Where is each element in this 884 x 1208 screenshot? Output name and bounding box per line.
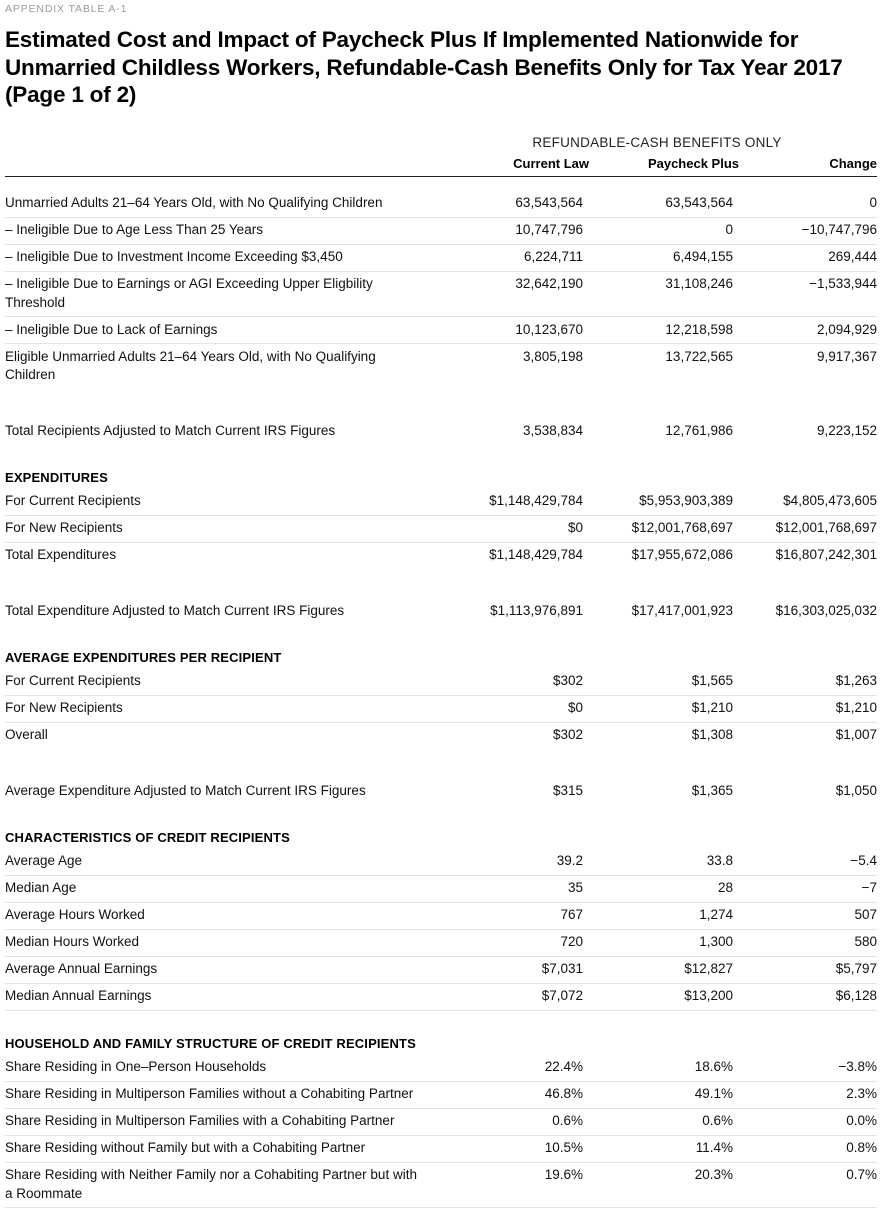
cell-current-law: 19.6% — [437, 1162, 589, 1208]
page-title: Estimated Cost and Impact of Paycheck Plus If Implemented Nationwide for Unmarried Childless Workers, Refundable-Cash Benefits Only for Tax Year 2017 (Page 1 of 2) — [5, 26, 865, 109]
cell-change: −10,747,796 — [739, 217, 877, 244]
cell-paycheck-plus: 31,108,246 — [589, 271, 739, 317]
table-blank-row — [5, 749, 877, 779]
cell-change: −3.8% — [739, 1055, 877, 1082]
cell-current-law: $1,148,429,784 — [437, 542, 589, 569]
table-row — [5, 244, 877, 271]
section-header-label: HOUSEHOLD AND FAMILY STRUCTURE OF CREDIT RECIPIENTS — [5, 1033, 877, 1055]
cell-current-law: 10.5% — [437, 1135, 589, 1162]
cell-current-law: 35 — [437, 875, 589, 902]
row-label: Share Residing in Multiperson Families with a Cohabiting Partner — [5, 1108, 437, 1135]
row-label: Average Expenditure Adjusted to Match Current IRS Figures — [5, 779, 437, 805]
cell-change: 269,444 — [739, 244, 877, 271]
cell-paycheck-plus: 0.6% — [589, 1108, 739, 1135]
cell-paycheck-plus: $1,308 — [589, 722, 739, 749]
row-label: Average Hours Worked — [5, 902, 437, 929]
table-row — [5, 875, 877, 902]
cell-current-law: 10,747,796 — [437, 217, 589, 244]
table-section-header-row — [5, 647, 877, 669]
cell-paycheck-plus: 12,218,598 — [589, 317, 739, 344]
cell-paycheck-plus: 49.1% — [589, 1081, 739, 1108]
cell-current-law: 63,543,564 — [437, 191, 589, 218]
table-row — [5, 695, 877, 722]
cell-change: 507 — [739, 902, 877, 929]
cell-change: 0.7% — [739, 1162, 877, 1208]
section-header-label: CHARACTERISTICS OF CREDIT RECIPIENTS — [5, 827, 877, 849]
cell-paycheck-plus: $1,210 — [589, 695, 739, 722]
cell-paycheck-plus: 12,761,986 — [589, 419, 739, 445]
spacer-cell — [5, 749, 877, 779]
cell-change: $4,805,473,605 — [739, 489, 877, 516]
cell-paycheck-plus: 13,722,565 — [589, 344, 739, 389]
cell-paycheck-plus: $12,001,768,697 — [589, 515, 739, 542]
cell-current-law: 3,805,198 — [437, 344, 589, 389]
cell-change: −7 — [739, 875, 877, 902]
table-section-spacer — [5, 625, 877, 647]
cell-current-law: $1,148,429,784 — [437, 489, 589, 516]
table-row — [5, 779, 877, 805]
row-label: – Ineligible Due to Age Less Than 25 Years — [5, 217, 437, 244]
cell-change: 9,223,152 — [739, 419, 877, 445]
row-label: Share Residing in Multiperson Families without a Cohabiting Partner — [5, 1081, 437, 1108]
cell-current-law: $302 — [437, 669, 589, 696]
row-label: – Ineligible Due to Earnings or AGI Exceeding Upper Eligbility Threshold — [5, 271, 437, 317]
cell-paycheck-plus: 6,494,155 — [589, 244, 739, 271]
cell-paycheck-plus: 18.6% — [589, 1055, 739, 1082]
cell-paycheck-plus: 11.4% — [589, 1135, 739, 1162]
cell-current-law: 0.6% — [437, 1108, 589, 1135]
cell-current-law: 6,224,711 — [437, 244, 589, 271]
cell-paycheck-plus: $17,417,001,923 — [589, 599, 739, 625]
table-row — [5, 191, 877, 218]
table-header-group — [5, 135, 877, 191]
table-section-spacer — [5, 445, 877, 467]
cell-paycheck-plus: $1,365 — [589, 779, 739, 805]
table-row — [5, 722, 877, 749]
cell-change: 9,917,367 — [739, 344, 877, 389]
table-row — [5, 344, 877, 389]
row-label: Average Annual Earnings — [5, 956, 437, 983]
cell-change: $6,128 — [739, 983, 877, 1010]
appendix-data-table — [5, 135, 877, 1208]
table-section-header-row — [5, 467, 877, 489]
cell-current-law: 767 — [437, 902, 589, 929]
row-label: Total Recipients Adjusted to Match Current IRS Figures — [5, 419, 437, 445]
row-label: For Current Recipients — [5, 489, 437, 516]
row-label: Overall — [5, 722, 437, 749]
table-section-spacer — [5, 805, 877, 827]
cell-paycheck-plus: 20.3% — [589, 1162, 739, 1208]
cell-change: $16,303,025,032 — [739, 599, 877, 625]
cell-change: $1,050 — [739, 779, 877, 805]
header-gap — [5, 176, 877, 191]
spacer-cell — [5, 805, 877, 827]
table-section-header-row — [5, 1033, 877, 1055]
row-label: Eligible Unmarried Adults 21–64 Years Old, with No Qualifying Children — [5, 344, 437, 389]
cell-change: −1,533,944 — [739, 271, 877, 317]
table-blank-row — [5, 389, 877, 419]
cell-current-law: $302 — [437, 722, 589, 749]
table-row — [5, 542, 877, 569]
table-row — [5, 669, 877, 696]
table-blank-row — [5, 569, 877, 599]
cell-change: 2.3% — [739, 1081, 877, 1108]
cell-paycheck-plus: $5,953,903,389 — [589, 489, 739, 516]
column-header-change: Change — [739, 156, 877, 176]
table-row — [5, 1135, 877, 1162]
table-row — [5, 1162, 877, 1208]
cell-paycheck-plus: $12,827 — [589, 956, 739, 983]
column-spanner-row — [5, 135, 877, 156]
table-row — [5, 1108, 877, 1135]
column-header-label — [5, 156, 437, 176]
row-label: Share Residing in One–Person Households — [5, 1055, 437, 1082]
cell-change: 0.0% — [739, 1108, 877, 1135]
spacer-cell — [5, 625, 877, 647]
row-label: Average Age — [5, 849, 437, 876]
cell-change: −5.4 — [739, 849, 877, 876]
row-label: – Ineligible Due to Lack of Earnings — [5, 317, 437, 344]
row-label: For Current Recipients — [5, 669, 437, 696]
cell-change: 0 — [739, 191, 877, 218]
cell-current-law: $0 — [437, 695, 589, 722]
spanner-empty-cell — [5, 135, 437, 156]
row-label: Total Expenditure Adjusted to Match Current IRS Figures — [5, 599, 437, 625]
row-label: Unmarried Adults 21–64 Years Old, with No Qualifying Children — [5, 191, 437, 218]
cell-current-law: 720 — [437, 929, 589, 956]
table-row — [5, 599, 877, 625]
cell-change: $1,263 — [739, 669, 877, 696]
cell-change: $1,007 — [739, 722, 877, 749]
cell-current-law: 3,538,834 — [437, 419, 589, 445]
column-header-current-law: Current Law — [437, 156, 589, 176]
table-row — [5, 956, 877, 983]
row-label: Share Residing with Neither Family nor a Cohabiting Partner but with a Roommate — [5, 1162, 437, 1208]
cell-paycheck-plus: 1,300 — [589, 929, 739, 956]
cell-current-law: $1,113,976,891 — [437, 599, 589, 625]
cell-change: $1,210 — [739, 695, 877, 722]
cell-current-law: 46.8% — [437, 1081, 589, 1108]
cell-current-law: 32,642,190 — [437, 271, 589, 317]
table-eyebrow-label: APPENDIX TABLE A-1 — [5, 0, 877, 16]
table-row — [5, 983, 877, 1010]
table-row — [5, 929, 877, 956]
cell-current-law: $315 — [437, 779, 589, 805]
table-section-header-row — [5, 827, 877, 849]
table-row — [5, 419, 877, 445]
table-row — [5, 489, 877, 516]
spacer-cell — [5, 389, 877, 419]
table-row — [5, 849, 877, 876]
cell-change: 2,094,929 — [739, 317, 877, 344]
table-row — [5, 515, 877, 542]
row-label: Median Age — [5, 875, 437, 902]
cell-paycheck-plus: 1,274 — [589, 902, 739, 929]
cell-change: $16,807,242,301 — [739, 542, 877, 569]
cell-paycheck-plus: 33.8 — [589, 849, 739, 876]
cell-paycheck-plus: 0 — [589, 217, 739, 244]
cell-change: $12,001,768,697 — [739, 515, 877, 542]
cell-current-law: $0 — [437, 515, 589, 542]
table-section-spacer — [5, 1010, 877, 1033]
cell-change: 0.8% — [739, 1135, 877, 1162]
spacer-cell — [5, 445, 877, 467]
section-header-label: EXPENDITURES — [5, 467, 877, 489]
section-header-label: AVERAGE EXPENDITURES PER RECIPIENT — [5, 647, 877, 669]
row-label: Median Annual Earnings — [5, 983, 437, 1010]
cell-current-law: 39.2 — [437, 849, 589, 876]
column-header-row — [5, 156, 877, 176]
row-label: – Ineligible Due to Investment Income Exceeding $3,450 — [5, 244, 437, 271]
row-label: Share Residing without Family but with a Cohabiting Partner — [5, 1135, 437, 1162]
cell-paycheck-plus: $13,200 — [589, 983, 739, 1010]
header-gap-cell — [5, 176, 877, 191]
table-row — [5, 217, 877, 244]
row-label: For New Recipients — [5, 695, 437, 722]
spacer-cell — [5, 1010, 877, 1033]
cell-change: 580 — [739, 929, 877, 956]
cell-current-law: 10,123,670 — [437, 317, 589, 344]
cell-current-law: 22.4% — [437, 1055, 589, 1082]
cell-paycheck-plus: 28 — [589, 875, 739, 902]
cell-paycheck-plus: 63,543,564 — [589, 191, 739, 218]
spanner-label: REFUNDABLE-CASH BENEFITS ONLY — [437, 135, 877, 156]
cell-current-law: $7,031 — [437, 956, 589, 983]
column-header-paycheck-plus: Paycheck Plus — [589, 156, 739, 176]
table-row — [5, 1055, 877, 1082]
cell-current-law: $7,072 — [437, 983, 589, 1010]
row-label: Total Expenditures — [5, 542, 437, 569]
row-label: Median Hours Worked — [5, 929, 437, 956]
table-row — [5, 271, 877, 317]
spacer-cell — [5, 569, 877, 599]
table-row — [5, 902, 877, 929]
row-label: For New Recipients — [5, 515, 437, 542]
cell-paycheck-plus: $17,955,672,086 — [589, 542, 739, 569]
table-row — [5, 1081, 877, 1108]
table-body — [5, 191, 877, 1208]
table-row — [5, 317, 877, 344]
cell-change: $5,797 — [739, 956, 877, 983]
cell-paycheck-plus: $1,565 — [589, 669, 739, 696]
